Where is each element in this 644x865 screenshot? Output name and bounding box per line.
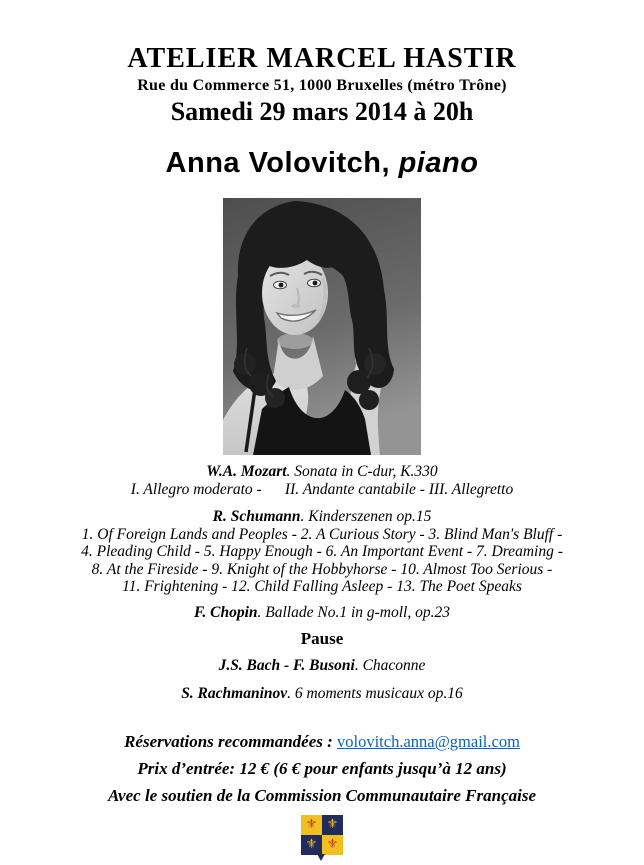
cocof-logo <box>301 815 343 855</box>
reservations-label: Réservations recommandées : <box>124 732 338 751</box>
artist-line <box>0 146 644 180</box>
composer-rachmaninov: S. Rachmaninov <box>181 684 288 702</box>
cocof-logo-grid <box>301 815 343 855</box>
work-bach: . Chaconne <box>354 657 426 674</box>
support-line: Avec le soutien de la Commission Communautaire Française <box>107 786 537 805</box>
price-line: Prix d’entrée: 12 € (6 € pour enfants jusqu’à 12 ans) <box>137 759 507 778</box>
composer-mozart: W.A. Mozart <box>206 463 287 480</box>
footer <box>0 728 644 855</box>
hair-curl <box>359 390 379 410</box>
program-line <box>0 508 644 526</box>
fleur-de-lis-icon: ⚜ <box>301 835 322 855</box>
fleur-de-lis-icon: ⚜ <box>322 815 343 835</box>
portrait-photo-illustration <box>223 198 421 455</box>
reservations-line <box>0 728 644 755</box>
program-mozart <box>0 463 644 498</box>
artist-name: Anna Volovitch, <box>165 147 391 179</box>
program-line: 11. Frightening - 12. Child Falling Asleep - 13. The Poet Speaks <box>122 578 522 595</box>
iris-right <box>313 281 318 286</box>
program-pause: Pause <box>300 629 344 648</box>
logo-tail <box>317 854 325 861</box>
event-date: Samedi 29 mars 2014 à 20h <box>170 97 474 126</box>
program <box>0 463 644 702</box>
program-rachmaninov <box>0 685 644 703</box>
work-rachmaninov: . 6 moments musicaux op.16 <box>287 684 463 702</box>
fleur-de-lis-icon: ⚜ <box>322 835 343 855</box>
artist-photo <box>223 198 421 455</box>
fleur-de-lis-icon: ⚜ <box>301 815 322 835</box>
work-schumann: . Kinderszenen op.15 <box>300 508 432 525</box>
composer-bach-busoni: J.S. Bach - F. Busoni <box>218 657 355 674</box>
program-line <box>0 463 644 481</box>
composer-schumann: R. Schumann <box>212 508 301 525</box>
artist-instrument: piano <box>398 147 479 179</box>
iris-left <box>279 283 284 288</box>
neck-shadow <box>277 333 313 349</box>
program-bach <box>0 657 644 675</box>
hair-curl <box>364 353 386 375</box>
venue-address: Rue du Commerce 51, 1000 Bruxelles (métro Trône) <box>137 77 507 94</box>
nose-shadow <box>291 304 301 308</box>
program-line: 8. At the Fireside - 9. Knight of the Hobbyhorse - 10. Almost Too Serious - <box>91 560 553 578</box>
work-mozart: . Sonata in C-dur, K.330 <box>286 463 438 480</box>
program-line: 1. Of Foreign Lands and Peoples - 2. A Curious Story - 3. Blind Man's Bluff - <box>81 525 563 543</box>
venue-title: ATELIER MARCEL HASTIR <box>127 43 517 74</box>
program-chopin <box>0 604 644 622</box>
reservation-email-link[interactable]: volovitch.anna@gmail.com <box>337 732 520 751</box>
program-line: 4. Pleading Child - 5. Happy Enough - 6. An Important Event - 7. Dreaming - <box>81 543 563 560</box>
program-schumann <box>0 508 644 596</box>
program-line: I. Allegro moderato - II. Andante cantabile - III. Allegretto <box>130 480 514 498</box>
work-chopin: . Ballade No.1 in g-moll, op.23 <box>257 603 450 621</box>
composer-chopin: F. Chopin <box>194 603 258 621</box>
